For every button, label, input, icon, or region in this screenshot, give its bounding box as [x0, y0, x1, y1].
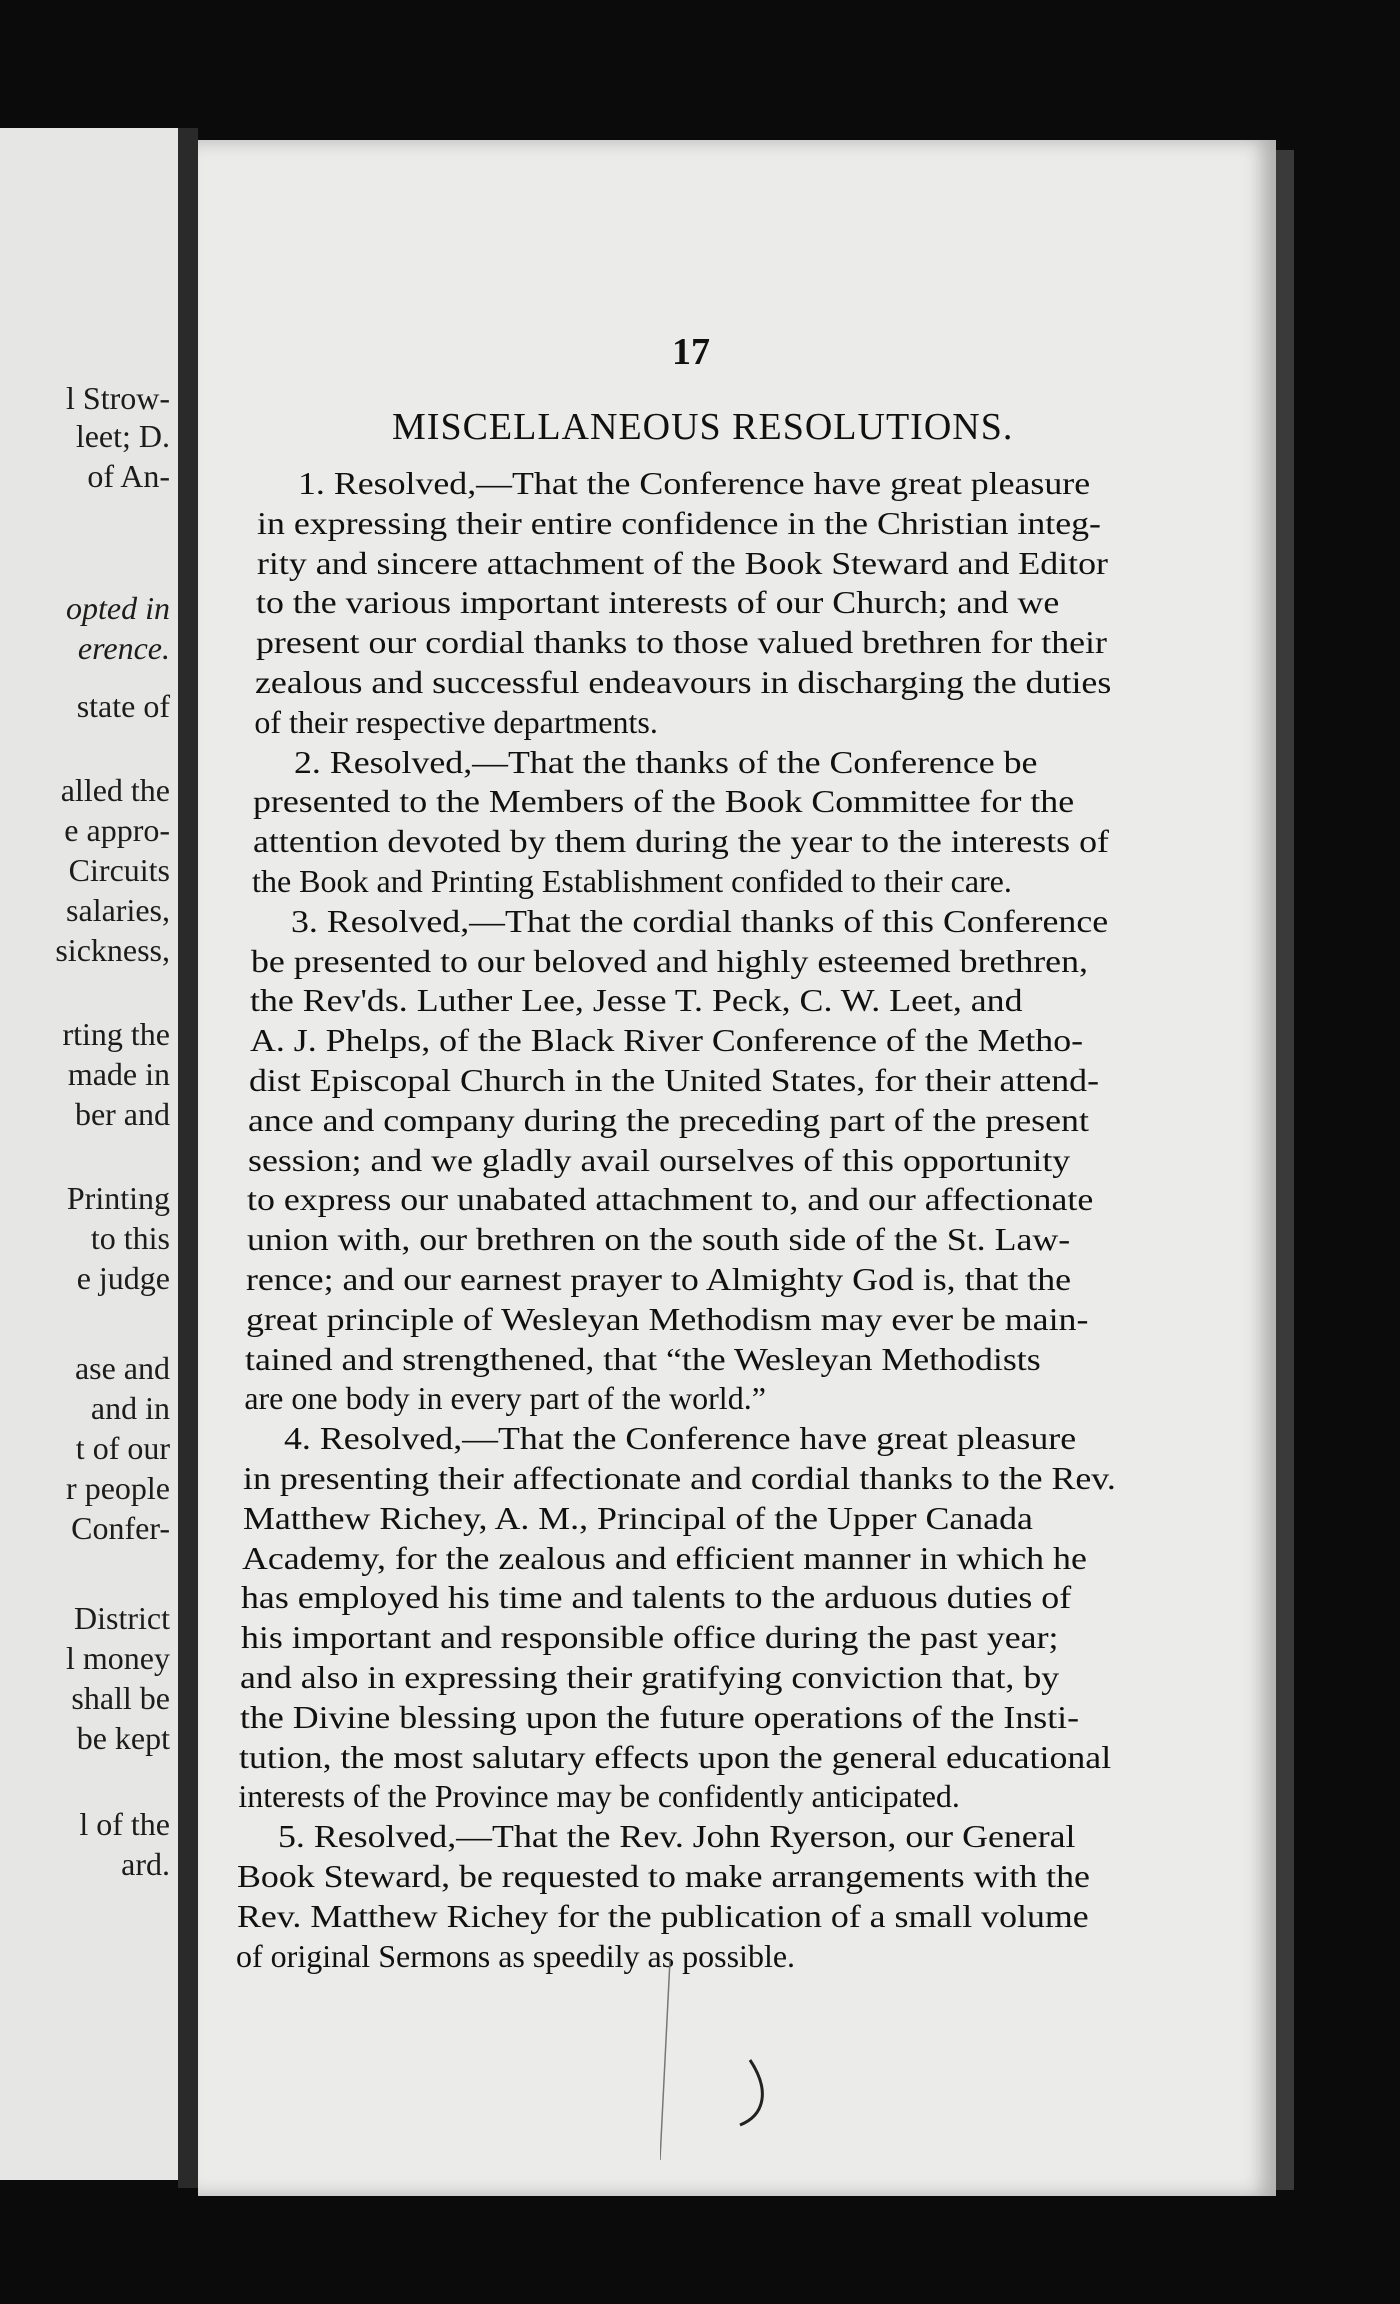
facing-page-line: Printing [66, 1180, 170, 1216]
text-line: and also in expressing their gratifying conviction that, by [240, 1659, 1060, 1695]
facing-page-line: opted in [66, 590, 170, 626]
text-line: tained and strengthened, that “the Wesleyan Methodists [244, 1340, 1041, 1377]
facing-page-line: l money [66, 1640, 170, 1676]
facing-page-line: sickness, [55, 932, 170, 968]
pencil-mark [660, 1960, 780, 2160]
text-line: presented to the Members of the Book Committee for the [253, 783, 1075, 820]
page-number: 17 [672, 331, 710, 373]
text-line: present our cordial thanks to those valued brethren for their [255, 624, 1107, 661]
text-line: of their respective departments. [254, 703, 658, 740]
text-line: in presenting their affectionate and cordial thanks to the Rev. [243, 1460, 1116, 1496]
facing-page-fragment [0, 128, 178, 2180]
text-line: the Book and Printing Establishment confided to their care. [252, 863, 1012, 899]
text-line: Academy, for the zealous and efficient manner in which he [241, 1539, 1087, 1576]
text-line: 1. Resolved,—That the Conference have great pleasure [298, 465, 1091, 501]
facing-page-line: made in [67, 1056, 170, 1092]
facing-page-line: ber and [74, 1096, 170, 1132]
facing-page-line: to this [90, 1220, 170, 1256]
text-line: zealous and successful endeavours in discharging the duties [255, 664, 1112, 700]
facing-page-line: leet; D. [75, 418, 170, 454]
facing-page-line: alled the [60, 772, 170, 808]
facing-page-line: ase and [74, 1350, 170, 1386]
facing-page-line: r people [66, 1470, 170, 1506]
text-line: Rev. Matthew Richey for the publication of a small volume [236, 1897, 1089, 1934]
page-heading: MISCELLANEOUS RESOLUTIONS. [392, 406, 1014, 448]
text-line: 3. Resolved,—That the cordial thanks of this Conference [291, 902, 1109, 939]
facing-page-line: be kept [76, 1720, 170, 1756]
text-line: of original Sermons as speedily as possible. [236, 1937, 796, 1974]
text-line: A. J. Phelps, of the Black River Conference of the Metho- [249, 1022, 1083, 1059]
facing-page-line: of An- [87, 458, 170, 494]
facing-page-line: erence. [77, 630, 170, 666]
text-line: his important and responsible office during the past year; [240, 1619, 1059, 1656]
facing-page-line: l Strow- [66, 380, 170, 416]
book-gutter [178, 128, 198, 2188]
facing-page-line: District [74, 1600, 170, 1636]
text-line: session; and we gladly avail ourselves of this opportunity [247, 1141, 1071, 1178]
text-line: are one body in every part of the world.” [244, 1380, 766, 1417]
text-line: the Divine blessing upon the future operations of the Insti- [239, 1698, 1079, 1735]
facing-page-line: state of [76, 688, 170, 724]
text-line: Matthew Richey, A. M., Principal of the Upper Canada [242, 1499, 1033, 1536]
text-line: 5. Resolved,—That the Rev. John Ryerson, our General [277, 1818, 1076, 1855]
facing-page-line: rting the [62, 1016, 170, 1052]
text-line: 2. Resolved,—That the thanks of the Conference be [293, 743, 1038, 780]
text-line: be presented to our beloved and highly esteemed brethren, [250, 942, 1088, 979]
text-line: union with, our brethren on the south side of the St. Law- [246, 1221, 1070, 1258]
text-line: attention devoted by them during the year to the interests of [252, 823, 1109, 860]
facing-page-line: shall be [71, 1680, 170, 1716]
facing-page-line: ard. [121, 1846, 170, 1882]
text-line: rence; and our earnest prayer to Almighty God is, that the [246, 1261, 1072, 1297]
text-line: great principle of Wesleyan Methodism may ever be main- [245, 1300, 1088, 1337]
text-line: tution, the most salutary effects upon the general educational [238, 1738, 1112, 1775]
facing-page-line: salaries, [66, 892, 170, 928]
text-line: rity and sincere attachment of the Book Steward and Editor [256, 544, 1108, 581]
text-line: ance and company during the preceding part of the present [248, 1101, 1090, 1138]
facing-page-line: e judge [76, 1260, 170, 1296]
page-edge [1276, 150, 1294, 2190]
text-line: to express our unabated attachment to, and our affectionate [247, 1181, 1094, 1218]
text-line: has employed his time and talents to the arduous duties of [241, 1579, 1072, 1616]
text-line: dist Episcopal Church in the United States, for their attend- [249, 1062, 1100, 1098]
text-line: in expressing their entire confidence in the Christian integ- [257, 504, 1102, 541]
facing-page-line: and in [90, 1390, 170, 1426]
facing-page-line: Confer- [71, 1510, 170, 1546]
text-line: the Rev'ds. Luther Lee, Jesse T. Peck, C. W. Leet, and [250, 982, 1023, 1019]
text-line: to the various important interests of our Church; and we [256, 584, 1060, 621]
text-line: Book Steward, be requested to make arrangements with the [237, 1858, 1091, 1894]
text-line: interests of the Province may be confidently anticipated. [238, 1778, 960, 1815]
facing-page-line: l of the [79, 1806, 170, 1842]
facing-page-line: Circuits [68, 852, 170, 888]
text-line: 4. Resolved,—That the Conference have great pleasure [283, 1420, 1076, 1457]
facing-page-line: t of our [75, 1430, 170, 1466]
facing-page-line: e appro- [64, 812, 170, 848]
